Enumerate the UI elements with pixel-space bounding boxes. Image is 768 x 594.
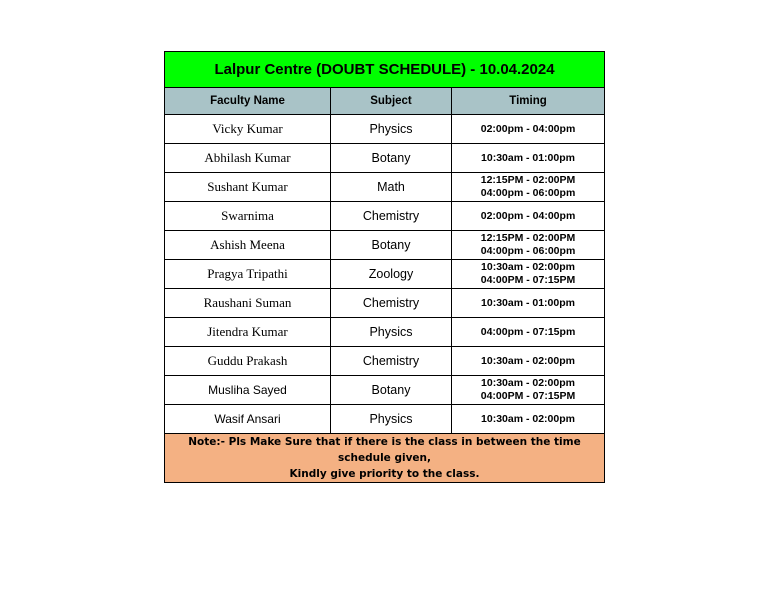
faculty-name-cell: Raushani Suman [165, 289, 331, 318]
table-row [165, 318, 605, 347]
note-line-2: Kindly give priority to the class. [289, 468, 480, 480]
note-line-1: Note:- Pls Make Sure that if there is the class in between the time schedule given, [188, 436, 581, 464]
timing-slot: 10:30am - 02:00pm [481, 377, 575, 389]
subject-cell: Botany [331, 231, 452, 260]
subject-cell: Botany [331, 376, 452, 405]
timing-slot: 02:00pm - 04:00pm [480, 209, 576, 222]
table-row [165, 202, 605, 231]
timing-cell [452, 144, 605, 173]
table-row [165, 405, 605, 434]
timing-slot: 10:30am - 02:00pm [481, 412, 575, 425]
subject-cell: Physics [331, 318, 452, 347]
schedule-body [165, 115, 605, 434]
timing-slot: 04:00pm - 07:15pm [480, 325, 576, 338]
faculty-name-cell: Jitendra Kumar [165, 318, 331, 347]
timing-cell [452, 202, 605, 231]
header-timing: Timing [452, 88, 605, 115]
table-row [165, 144, 605, 173]
header-subject: Subject [331, 88, 452, 115]
timing-slot: 04:00PM - 07:15PM [480, 274, 576, 286]
subject-cell: Physics [331, 405, 452, 434]
timing-slot: 10:30am - 01:00pm [481, 151, 575, 164]
doubt-schedule-table [164, 51, 605, 483]
table-row [165, 260, 605, 289]
table-row [165, 347, 605, 376]
faculty-name-cell: Ashish Meena [165, 231, 331, 260]
timing-slot: 04:00PM - 07:15PM [480, 390, 576, 402]
faculty-name-cell: Guddu Prakash [165, 347, 331, 376]
timing-cell [452, 405, 605, 434]
faculty-name-cell: Musliha Sayed [165, 376, 331, 405]
timing-slot: 12:15PM - 02:00PM [480, 174, 576, 186]
faculty-name-cell: Swarnima [165, 202, 331, 231]
faculty-name-cell: Sushant Kumar [165, 173, 331, 202]
timing-cell [452, 289, 605, 318]
faculty-name-cell: Wasif Ansari [165, 405, 331, 434]
table-row [165, 231, 605, 260]
subject-cell: Chemistry [331, 289, 452, 318]
subject-cell: Chemistry [331, 202, 452, 231]
timing-cell [452, 260, 605, 289]
subject-cell: Math [331, 173, 452, 202]
timing-cell [452, 318, 605, 347]
timing-cell [452, 231, 605, 260]
table-row [165, 173, 605, 202]
timing-slot: 02:00pm - 04:00pm [480, 122, 576, 135]
subject-cell: Chemistry [331, 347, 452, 376]
priority-note [165, 434, 605, 483]
timing-cell [452, 173, 605, 202]
timing-cell [452, 347, 605, 376]
subject-cell: Botany [331, 144, 452, 173]
timing-cell [452, 115, 605, 144]
timing-slot: 10:30am - 02:00pm [481, 354, 575, 367]
timing-cell [452, 376, 605, 405]
timing-slot: 04:00pm - 06:00pm [480, 245, 576, 257]
faculty-name-cell: Pragya Tripathi [165, 260, 331, 289]
faculty-name-cell: Vicky Kumar [165, 115, 331, 144]
schedule-title: Lalpur Centre (DOUBT SCHEDULE) - 10.04.2024 [165, 52, 605, 88]
timing-slot: 12:15PM - 02:00PM [480, 232, 576, 244]
timing-slot: 04:00pm - 06:00pm [480, 187, 576, 199]
table-row [165, 289, 605, 318]
faculty-name-cell: Abhilash Kumar [165, 144, 331, 173]
subject-cell: Zoology [331, 260, 452, 289]
timing-slot: 10:30am - 01:00pm [481, 296, 575, 309]
timing-slot: 10:30am - 02:00pm [481, 261, 575, 273]
subject-cell: Physics [331, 115, 452, 144]
header-faculty-name: Faculty Name [165, 88, 331, 115]
table-row [165, 115, 605, 144]
table-row [165, 376, 605, 405]
